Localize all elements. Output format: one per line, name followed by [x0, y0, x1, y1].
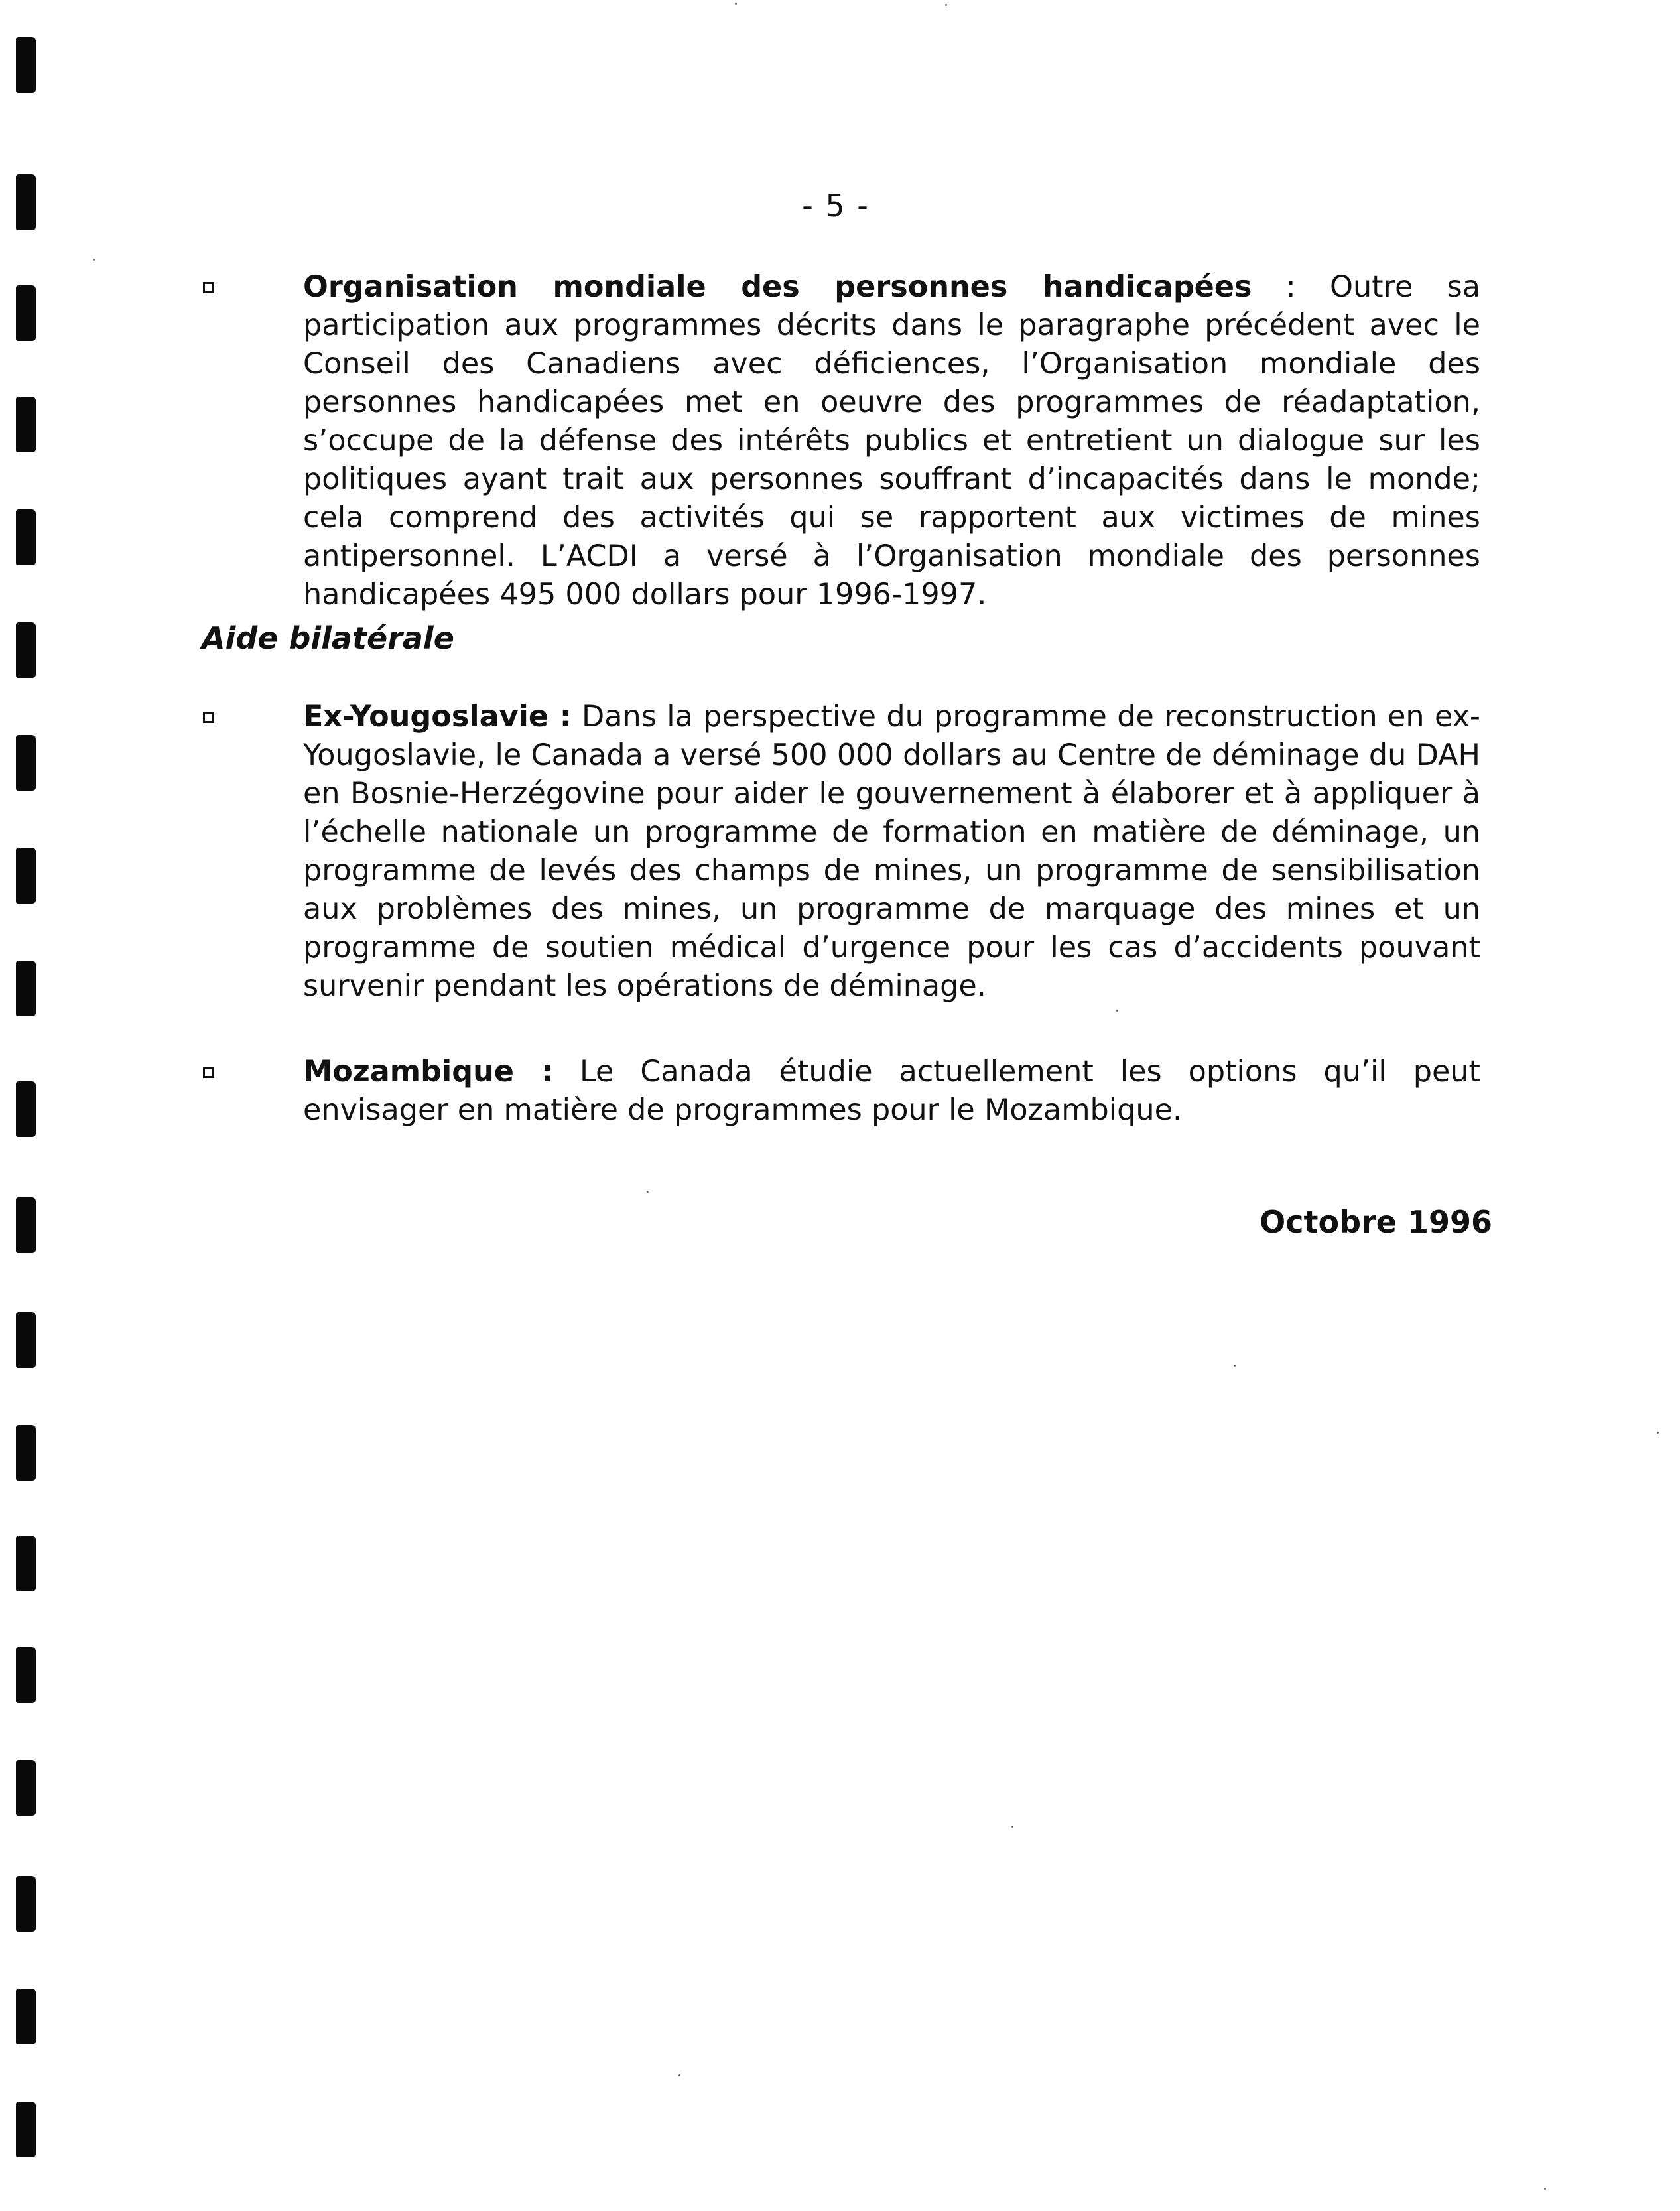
scan-speck: [93, 259, 95, 261]
binding-mark: [16, 509, 36, 565]
binding-mark: [16, 1876, 36, 1932]
scan-speck: [1657, 1432, 1659, 1434]
binding-mark: [16, 1760, 36, 1816]
document-date: Octobre 1996: [1260, 1204, 1492, 1240]
binding-mark: [16, 1647, 36, 1703]
binding-mark: [16, 1197, 36, 1253]
list-item: [303, 698, 1480, 1006]
binding-mark: [16, 285, 36, 341]
scan-speck: [647, 1191, 649, 1193]
section-heading: Aide bilatérale: [202, 620, 454, 656]
scan-speck: [1234, 1365, 1236, 1367]
binding-mark: [16, 848, 36, 904]
scan-speck: [1116, 1010, 1118, 1012]
bullet-square-icon: [203, 712, 214, 723]
binding-mark: [16, 1425, 36, 1481]
list-item: [303, 268, 1480, 614]
binding-mark: [16, 1081, 36, 1137]
scan-speck: [678, 2074, 680, 2076]
binding-mark: [16, 397, 36, 452]
page-number: - 5 -: [802, 188, 870, 224]
item-text: Dans la perspective du programme de reconstruction en ex-Yougoslavie, le Canada a versé 500 000 dollars au Centre de déminage du DAH en Bosnie-Herzégovine pour aider le gouvernement à élaborer et à appliquer à l’échelle nationale un programme de formation en matière de déminage, un programme de levés des champs de mines, un programme de sensibilisation aux problèmes des mines, un programme de marquage des mines et un programme de soutien médical d’urgence pour les cas d’accidents pouvant survenir pendant les opérations de déminage.: [303, 700, 1480, 1003]
list-item: [303, 1053, 1480, 1130]
scan-speck: [735, 3, 737, 5]
binding-mark: [16, 622, 36, 678]
binding-mark: [16, 37, 36, 93]
item-text: : Outre sa participation aux programmes décrits dans le paragraphe précédent avec le Conseil des Canadiens avec déficiences, l’Organisation mondiale des personnes handicapées met en oeuvre des programmes de réadaptation, s’occupe de la défense des intérêts publics et entretient un dialogue sur les politiques ayant trait aux personnes souffrant d’incapacités dans le monde; cela comprend des activités qui se rapportent aux victimes de mines antipersonnel. L’ACDI a versé à l’Organisation mondiale des personnes handicapées 495 000 dollars pour 1996-1997.: [303, 270, 1480, 612]
binding-mark: [16, 174, 36, 230]
item-lead: Mozambique :: [303, 1055, 554, 1089]
item-lead: Organisation mondiale des personnes handicapées: [303, 270, 1252, 304]
scan-speck: [945, 4, 947, 6]
item-lead: Ex-Yougoslavie :: [303, 700, 572, 734]
item-text: Le Canada étudie actuellement les options qu’il peut envisager en matière de programmes pour le Mozambique.: [303, 1055, 1480, 1127]
bullet-square-icon: [203, 282, 214, 293]
binding-mark: [16, 735, 36, 791]
scan-speck: [1544, 2188, 1546, 2190]
scan-speck: [1011, 1826, 1013, 1828]
binding-mark: [16, 1312, 36, 1368]
binding-mark: [16, 961, 36, 1016]
binding-mark: [16, 1989, 36, 2044]
binding-mark: [16, 2102, 36, 2157]
bullet-square-icon: [203, 1067, 214, 1078]
binding-mark: [16, 1536, 36, 1591]
